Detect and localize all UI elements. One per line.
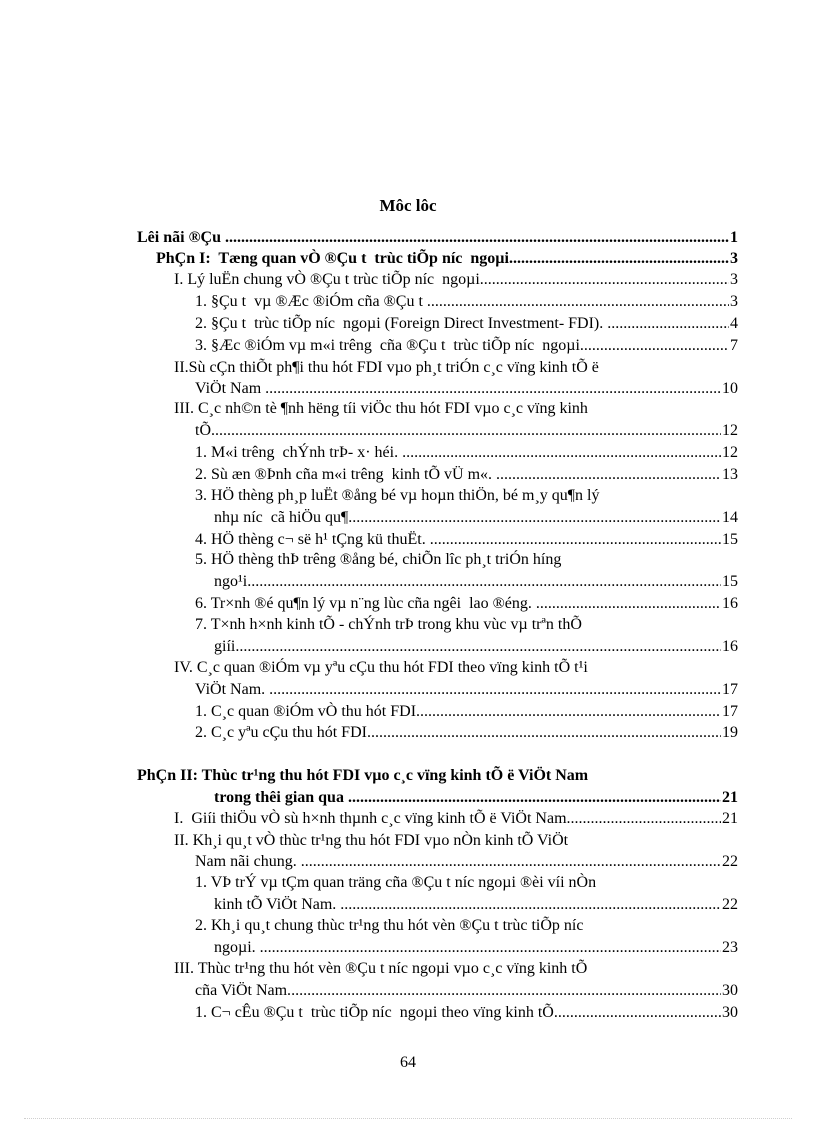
toc-entry-part-1[interactable]: PhÇn I: Tæng quan vÒ ®Çu t trùc tiÕp níc ngoµi ..... 3 bbox=[156, 249, 738, 269]
toc-entry[interactable]: II. Kh¸i qu¸t vÒ thùc tr¹ng thu hót FDI vµo nÒn kinh tÕ ViÖt bbox=[174, 832, 569, 849]
toc-entry-preface[interactable]: Lêi nãi ®Çu ..... 1 bbox=[137, 228, 738, 248]
toc-entry-part-2-cont[interactable]: trong thêi gian qua ..... 21 bbox=[214, 788, 738, 808]
toc-entry[interactable]: ngo¹i. ..... 15 bbox=[214, 572, 738, 592]
toc-entry[interactable]: ngoµi. ..... 23 bbox=[214, 938, 738, 958]
toc-entry[interactable]: IV. C¸c quan ®iÓm vµ yªu cÇu thu hót FDI theo vïng kinh tÕ t¹i bbox=[174, 659, 588, 676]
toc-heading: Môc lôc bbox=[379, 196, 437, 215]
page-number: 64 bbox=[400, 1054, 416, 1071]
toc-entry[interactable]: 4. HÖ thèng c¬ së h¹ tÇng kü thuËt. ..... 15 bbox=[195, 530, 738, 550]
toc-entry[interactable]: 2. Sù æn ®Þnh cña m«i trêng kinh tÕ vÜ m«. ..... 13 bbox=[195, 465, 738, 485]
toc-entry[interactable]: 1. C¸c quan ®iÓm vÒ thu hót FDI ..... 17 bbox=[195, 702, 738, 722]
toc-entry[interactable]: I. Lý luËn chung vÒ ®Çu t trùc tiÕp níc ngoµi ..... 3 bbox=[174, 270, 738, 290]
toc-entry[interactable]: 2. C¸c yªu cÇu thu hót FDI. ..... 19 bbox=[195, 723, 738, 743]
toc-entry[interactable]: 7. T×nh h×nh kinh tÕ - chÝnh trÞ trong khu vùc vµ trªn thÕ bbox=[195, 616, 582, 633]
page-bottom-divider bbox=[24, 1118, 792, 1120]
toc-entry[interactable]: 3. §Æc ®iÓm vµ m«i trêng cña ®Çu t trùc tiÕp níc ngoµi. ..... 7 bbox=[195, 336, 738, 356]
toc-entry-part-2[interactable]: PhÇn II: Thùc tr¹ng thu hót FDI vµo c¸c vïng kinh tÕ ë ViÖt Nam bbox=[137, 767, 589, 784]
toc-entry[interactable]: 2. Kh¸i qu¸t chung thùc tr¹ng thu hót vèn ®Çu t trùc tiÕp níc bbox=[195, 917, 584, 934]
toc-entry[interactable]: III. C¸c nh©n tè ¶nh hëng tíi viÖc thu hót FDI vµo c¸c vïng kinh bbox=[174, 400, 588, 417]
toc-entry[interactable]: I. Giíi thiÖu vÒ sù h×nh thµnh c¸c vïng kinh tÕ ë ViÖt Nam. ..... 21 bbox=[174, 809, 738, 829]
toc-entry[interactable]: 1. C¬ cÊu ®Çu t trùc tiÕp níc ngoµi theo vïng kinh tÕ. ..... 30 bbox=[195, 1003, 738, 1023]
toc-entry[interactable]: nhµ níc cã hiÖu qu¶. ..... 14 bbox=[214, 508, 738, 528]
toc-entry[interactable]: 5. HÖ thèng thÞ trêng ®ång bé, chiÕn lîc ph¸t triÓn híng bbox=[195, 551, 562, 568]
toc-entry[interactable]: 3. HÖ thèng ph¸p luËt ®ång bé vµ hoµn thiÖn, bé m¸y qu¶n lý bbox=[195, 487, 600, 504]
toc-entry[interactable]: 6. Tr×nh ®é qu¶n lý vµ n¨ng lùc cña ngêi lao ®éng. ..... 16 bbox=[195, 594, 738, 614]
toc-entry[interactable]: kinh tÕ ViÖt Nam. ..... 22 bbox=[214, 895, 738, 915]
toc-entry[interactable]: giíi. ..... 16 bbox=[214, 637, 738, 657]
toc-entry[interactable]: ViÖt Nam ..... 10 bbox=[195, 379, 738, 399]
toc-entry[interactable]: ViÖt Nam. ..... 17 bbox=[195, 680, 738, 700]
toc-entry[interactable]: II.Sù cÇn thiÕt ph¶i thu hót FDI vµo ph¸t triÓn c¸c vïng kinh tÕ ë bbox=[174, 359, 599, 376]
toc-entry[interactable]: cña ViÖt Nam. ..... 30 bbox=[195, 981, 738, 1001]
toc-entry[interactable]: III. Thùc tr¹ng thu hót vèn ®Çu t níc ngoµi vµo c¸c vïng kinh tÕ bbox=[174, 960, 588, 977]
toc-entry[interactable]: 1. §Çu t vµ ®Æc ®iÓm cña ®Çu t ..... 3 bbox=[195, 292, 738, 312]
toc-entry[interactable]: 2. §Çu t trùc tiÕp níc ngoµi (Foreign Direct Investment- FDI). ..... 4 bbox=[195, 314, 738, 334]
toc-entry[interactable]: Nam nãi chung. ..... 22 bbox=[195, 852, 738, 872]
toc-entry[interactable]: 1. VÞ trÝ vµ tÇm quan träng cña ®Çu t níc ngoµi ®èi víi nÒn bbox=[195, 874, 597, 891]
toc-entry[interactable]: tÕ. ..... 12 bbox=[195, 421, 738, 441]
toc-entry[interactable]: 1. M«i trêng chÝnh trÞ- x· héi. ..... 12 bbox=[195, 443, 738, 463]
